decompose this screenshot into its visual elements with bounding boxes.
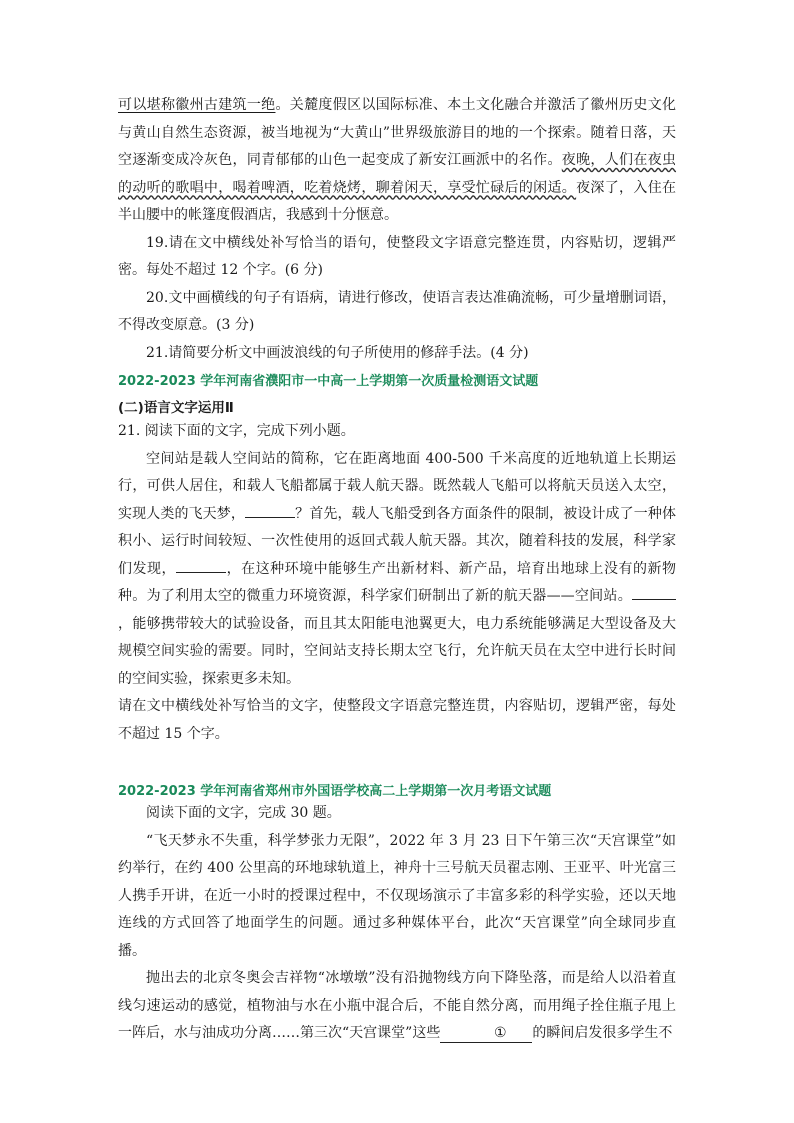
- answer-blank: [632, 585, 676, 600]
- passage-space-station: [118, 418, 676, 748]
- source-title-puyang: 2022-2023 学年河南省濮阳市一中高一上学期第一次质量检测语文试题: [118, 374, 539, 389]
- question-lead: 阅读下面的文字，完成 30 题。: [146, 805, 341, 821]
- answer-blank-1: ①: [440, 1024, 532, 1043]
- wavy-underlined-sentence: 夜晚，人们在夜虫的动听的歌唱中，喝着啤酒，吃着烧烤，聊着闲天，享受忙碌后的闲适。: [118, 152, 677, 196]
- question-20: 20.文中画横线的句子有语病，请进行修改，使语言表达准确流畅，可少量增删词语，不得改变原意。(3 分): [118, 289, 676, 333]
- tiangong-paragraph-1: “飞天梦永不失重，科学梦张力无限”，2022 年 3 月 23 日下午第三次“天宫课堂”如约举行，在约 400 公里高的环地球轨道上，神舟十三号航天员翟志刚、王亚平、叶光富三人携手开讲，在近一小时的授课过程中，不仅现场演示了丰富多彩的科学实验，还以天地连线的方式回答了地面学生的问题。通过多种媒体平台，此次“天宫课堂”向全球同步直播。: [118, 832, 676, 959]
- instruction: 请在文中横线处补写恰当的文字，使整段文字语意完整连贯，内容贴切，逻辑严密，每处不超过 15 个字。: [118, 698, 676, 742]
- space-station-paragraph: 空间站是载人空间站的简称，它在距离地面 400-500 千米高度的近地轨道上长期运行，可供人居住，和载人飞船都属于载人航天器。既然载人飞船可以将航天员送入太空，实现人类的飞天梦， ？首先，载人飞船受到各方面条件的限制，被设计成了一种体积小、运行时间较短、一次性使用的返回式载人航天器。其次，随着科技的发展，科学家们发现， ，在这种环境中能够生产出新材料、新产品，培育出地球上没有的新物种。为了利用太空的微重力环境资源，科学家们研制出了新的航天器——空间站。，能够携带较大的试验设备，而且其太阳能电池翼更大，电力系统能够满足大型设备及大规模空间实验的需要。同时，空间站支持长期太空飞行，允许航天员在太空中进行长时间的空间实验，探索更多未知。: [118, 450, 677, 687]
- passage-tiangong: [118, 800, 676, 1048]
- question-lead: 21. 阅读下面的文字，完成下列小题。: [118, 423, 355, 439]
- question-19: 19.请在文中横线处补写恰当的语句，使整段文字语意完整连贯，内容贴切，逻辑严密。每处不超过 12 个字。(6 分): [118, 234, 676, 278]
- passage-anhui: [118, 92, 676, 367]
- answer-blank: [176, 558, 226, 573]
- source-title-zhengzhou: 2022-2023 学年河南省郑州市外国语学校高二上学期第一次月考语文试题: [118, 784, 552, 799]
- passage-anhui-paragraph: 可以堪称徽州古建筑一绝。关麓度假区以国际标准、本土文化融合并激活了徽州历史文化与黄山自然生态资源，被当地视为“大黄山”世界级旅游目的地的一个探索。随着日落，天空逐渐变成冷灰色，同青郁郁的山色一起变成了新安江画派中的名作。夜晚，人们在夜虫的动听的歌唱中，喝着啤酒，吃着烧烤，聊着闲天，享受忙碌后的闲适。夜深了，入住在半山腰中的帐篷度假酒店，我感到十分惬意。: [118, 97, 677, 223]
- question-21: 21.请简要分析文中画波浪线的句子所使用的修辞手法。(4 分): [146, 344, 529, 361]
- underlined-sentence: 可以堪称徽州古建筑一绝: [118, 97, 276, 113]
- answer-blank: [245, 503, 295, 518]
- section-heading: (二)语言文字运用Ⅱ: [118, 400, 234, 416]
- tiangong-paragraph-2: 抛出去的北京冬奥会吉祥物“冰墩墩”没有沿抛物线方向下降坠落，而是给人以沿着直线匀速运动的感觉，植物油与水在小瓶中混合后，不能自然分离，而用绳子拴住瓶子甩上一阵后，水与油成功分离……第三次“天宫课堂”这些 ① 的瞬间启发很多学生不: [118, 970, 676, 1041]
